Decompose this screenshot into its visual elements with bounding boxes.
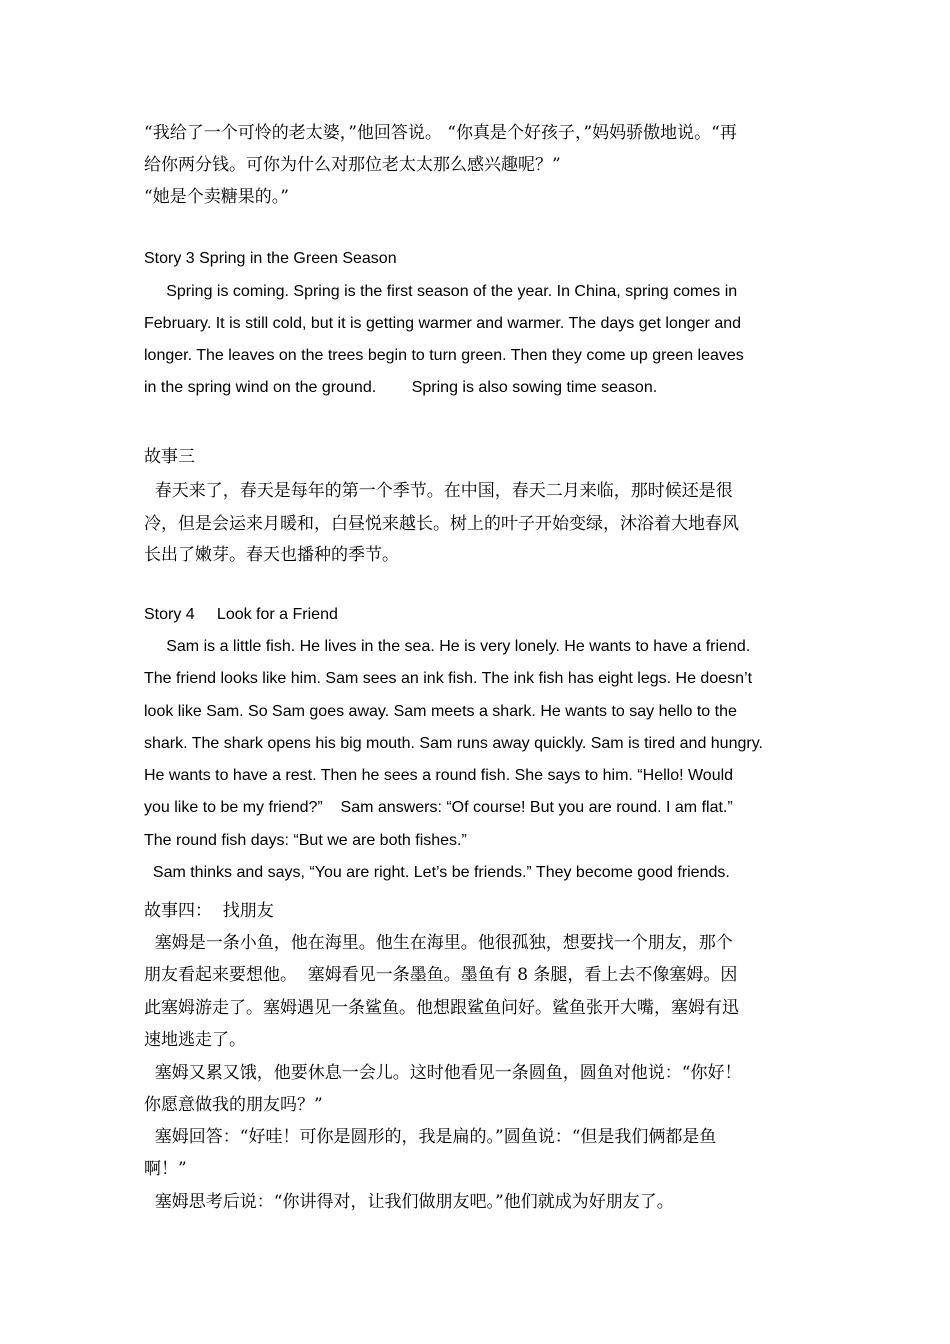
- story4-en-line: He wants to have a rest. Then he sees a round fish. She says to him. “Hello! Would: [144, 767, 734, 784]
- story4-en-line: you like to be my friend?” Sam answers: “Of course! But you are round. I am flat.”: [144, 799, 733, 816]
- story3-en-line: February. It is still cold, but it is getting warmer and warmer. The days get longer and: [144, 315, 742, 332]
- story4-cn-line: 塞姆回答：“好哇！可你是圆形的，我是扁的。”圆鱼说：“但是我们俩都是鱼: [144, 1127, 717, 1147]
- story4-cn-line: 速地逃走了。: [144, 1030, 246, 1050]
- story4-en-line: The round fish days: “But we are both fishes.”: [144, 832, 467, 849]
- story3-en-line: in the spring wind on the ground. Spring is also sowing time season.: [144, 379, 658, 396]
- story3-cn-title: 故事三: [144, 447, 195, 467]
- story4-cn-line: 塞姆又累又饿，他要休息一会儿。这时他看见一条圆鱼，圆鱼对他说：“你好！: [144, 1063, 742, 1083]
- story3-en-line: Spring is coming. Spring is the first season of the year. In China, spring comes in: [144, 283, 738, 300]
- story4-cn-title: 故事四： 找朋友: [144, 901, 274, 921]
- story4-en-line: Sam thinks and says, “You are right. Let’s be friends.” They become good friends.: [144, 864, 730, 881]
- story4-cn-line: 朋友看起来要想他。 塞姆看见一条墨鱼。墨鱼有 8 条腿，看上去不像塞姆。因: [144, 965, 738, 985]
- story4-cn-line: 塞姆是一条小鱼，他在海里。他生在海里。他很孤独，想要找一个朋友，那个: [144, 933, 733, 953]
- story4-cn-line: 啊！”: [144, 1159, 187, 1179]
- story4-en-line: look like Sam. So Sam goes away. Sam meets a shark. He wants to say hello to the: [144, 703, 737, 720]
- story4-title: Story 4 Look for a Friend: [144, 606, 338, 623]
- story2-cn-line: “她是个卖糖果的。”: [144, 187, 289, 207]
- story3-cn-line: 冷，但是会运来月暖和，白昼悦来越长。树上的叶子开始变绿，沐浴着大地春风: [144, 514, 739, 534]
- story4-en-line: The friend looks like him. Sam sees an ink fish. The ink fish has eight legs. He doesn’t: [144, 670, 753, 687]
- story4-cn-line: 此塞姆游走了。塞姆遇见一条鲨鱼。他想跟鲨鱼问好。鲨鱼张开大嘴，塞姆有迅: [144, 998, 739, 1018]
- story2-cn-line: “我给了一个可怜的老太婆，”他回答说。 “你真是个好孩子，”妈妈骄傲地说。“再: [144, 123, 737, 143]
- story3-cn-line: 春天来了，春天是每年的第一个季节。在中国，春天二月来临，那时候还是很: [144, 481, 733, 501]
- story4-en-line: shark. The shark opens his big mouth. Sam runs away quickly. Sam is tired and hungry.: [144, 735, 763, 752]
- story4-cn-line: 你愿意做我的朋友吗？”: [144, 1095, 323, 1115]
- story2-cn-line: 给你两分钱。可你为什么对那位老太太那么感兴趣呢？”: [144, 155, 561, 175]
- story3-en-line: longer. The leaves on the trees begin to turn green. Then they come up green leaves: [144, 347, 744, 364]
- story4-cn-line: 塞姆思考后说：“你讲得对，让我们做朋友吧。”他们就成为好朋友了。: [144, 1192, 674, 1212]
- story4-en-line: Sam is a little fish. He lives in the sea. He is very lonely. He wants to have a friend.: [144, 638, 751, 655]
- story3-title: Story 3 Spring in the Green Season: [144, 250, 397, 267]
- story3-cn-line: 长出了嫩芽。春天也播种的季节。: [144, 545, 399, 565]
